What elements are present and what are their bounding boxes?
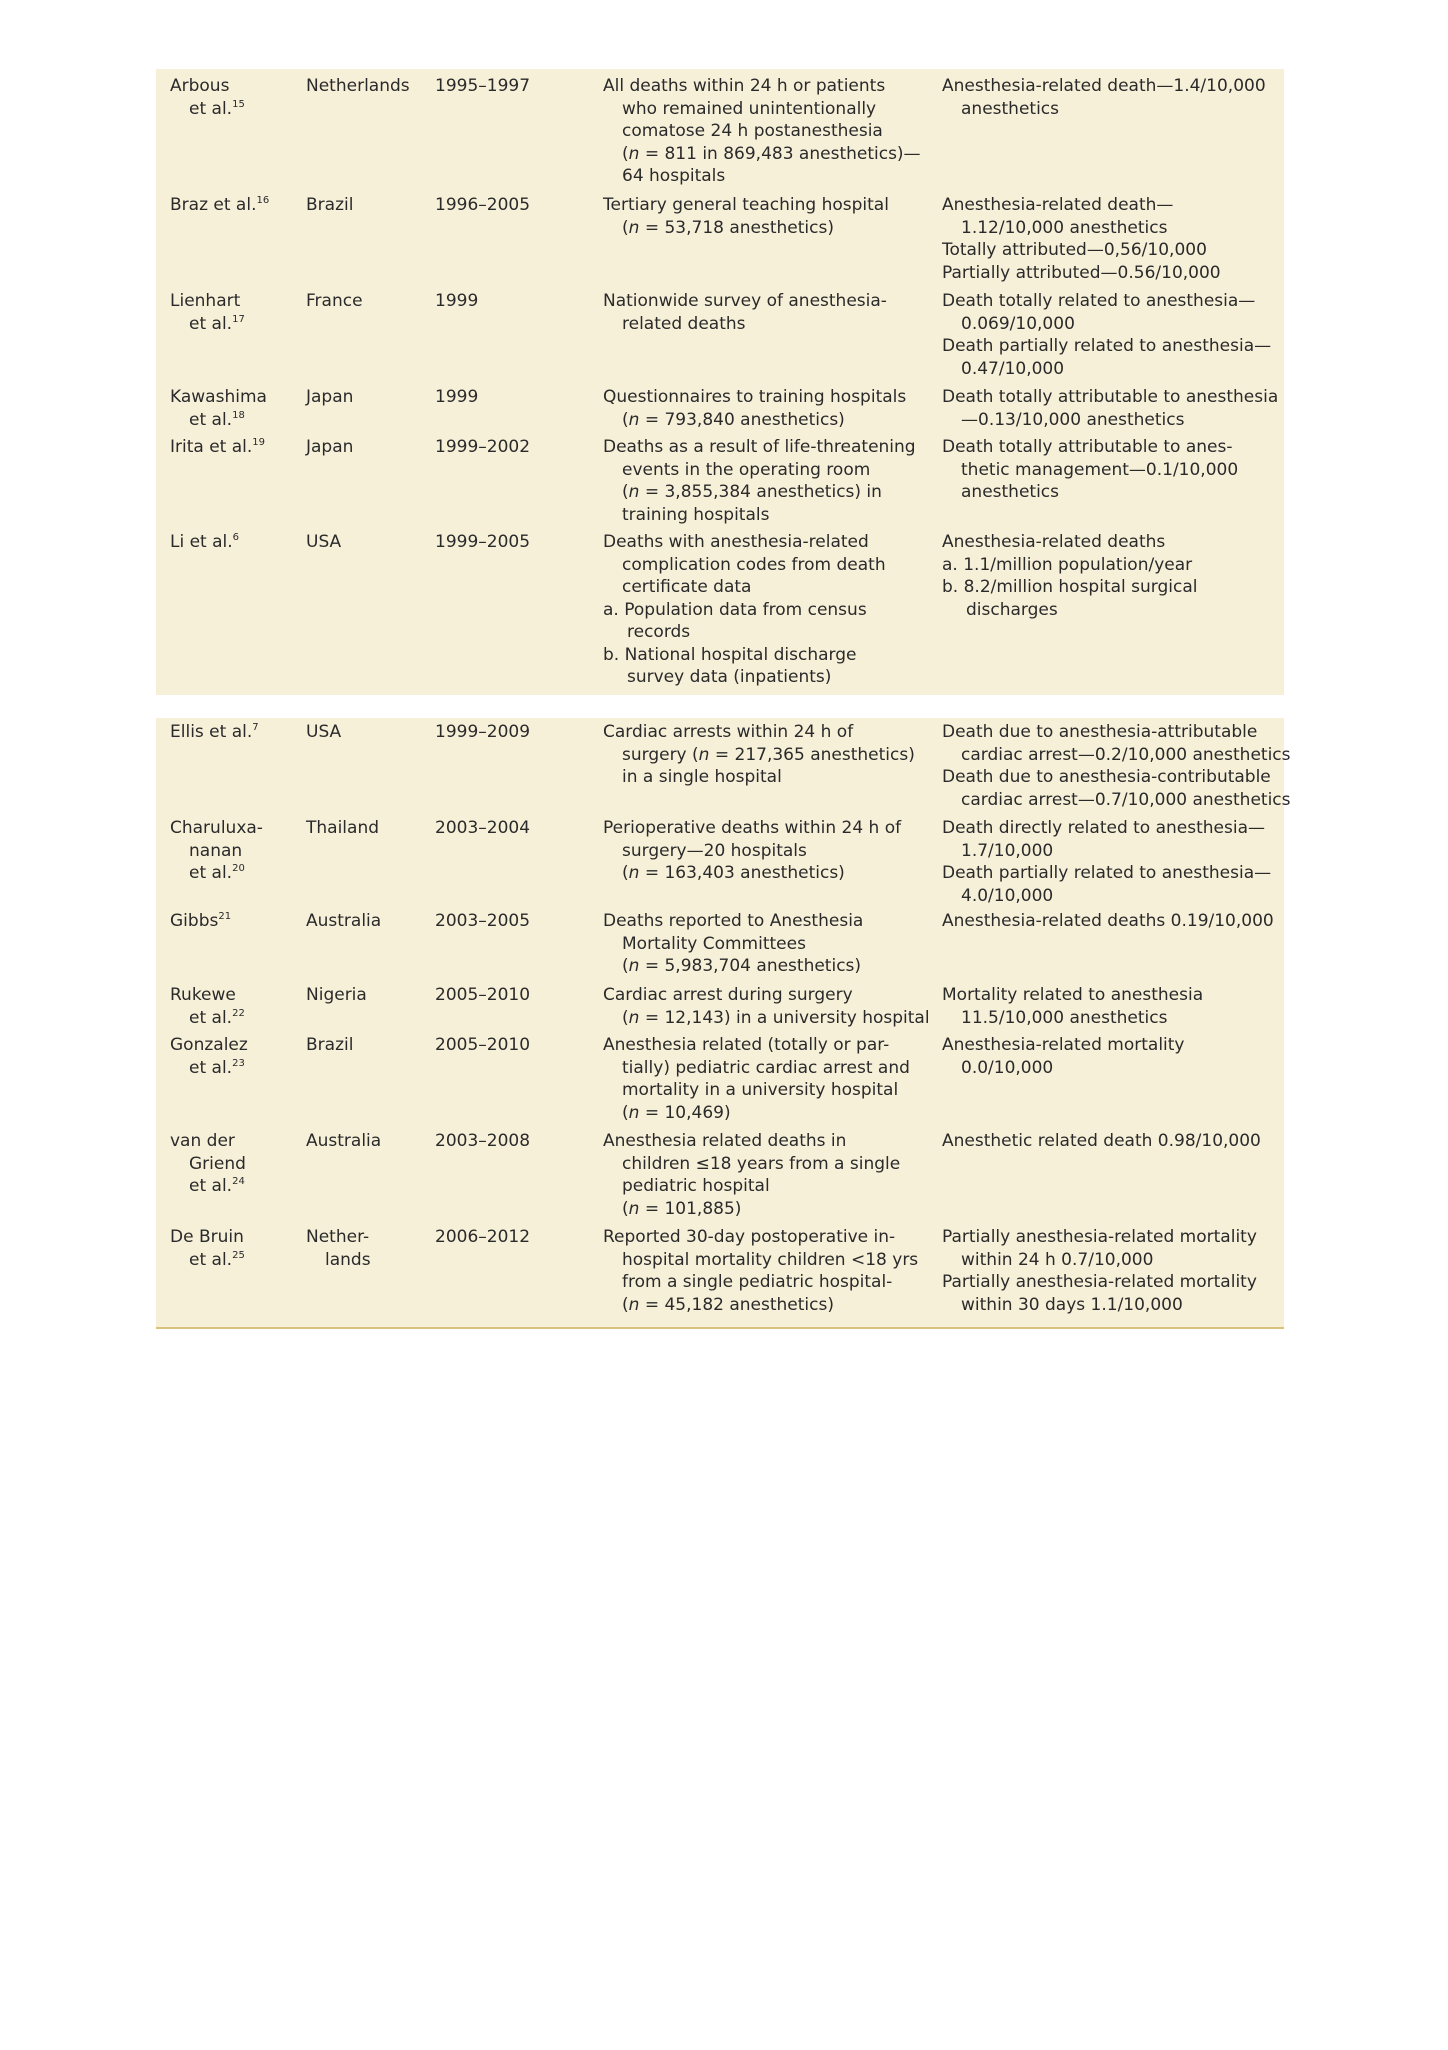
author-line: Gibbs$^{21}$: [170, 911, 232, 931]
country-cell: [306, 1226, 426, 1271]
description-line: children ≤18 years from a single: [622, 1153, 901, 1174]
author-line: van der: [170, 1131, 235, 1151]
country-line: lands: [325, 1249, 371, 1270]
results-line: —0.13/10,000 anesthetics: [961, 409, 1185, 430]
author-line: et al.$^{23}$: [189, 1057, 245, 1078]
description-line: a. Population data from census: [603, 599, 867, 620]
results-line: Anesthesia-related deaths 0.19/10,000: [942, 911, 1274, 931]
description-line: training hospitals: [622, 504, 770, 525]
years-text: 2003–2004: [435, 818, 531, 838]
years-text: 1999: [435, 291, 479, 311]
description-line: 64 hospitals: [622, 166, 726, 186]
country-cell: [306, 817, 426, 840]
results-line: Death totally related to anesthesia—: [942, 291, 1256, 311]
results-line: 0.069/10,000: [961, 313, 1075, 334]
results-line: Anesthesia-related mortality: [942, 1035, 1185, 1055]
description-line: tially) pediatric cardiac arrest and: [622, 1057, 910, 1078]
years-text: 2005–2010: [435, 985, 531, 1005]
results-cell: [942, 1034, 1282, 1079]
author-line: Irita et al.$^{19}$: [170, 437, 266, 457]
years-cell: [435, 984, 585, 1007]
description-line: hospital mortality children <18 yrs: [622, 1249, 919, 1270]
author-cell: [170, 194, 290, 217]
results-line: a. 1.1/million population/year: [942, 554, 1193, 575]
reference-number: 23: [232, 1057, 245, 1069]
author-line: et al.$^{25}$: [189, 1249, 245, 1270]
author-cell: [170, 386, 290, 431]
description-line: comatose 24 h postanesthesia: [622, 121, 883, 141]
results-line: 4.0/10,000: [961, 885, 1054, 906]
author-line: et al.$^{24}$: [189, 1176, 245, 1196]
author-line: Kawashima: [170, 387, 267, 407]
results-line: anesthetics: [961, 98, 1059, 119]
years-cell: [435, 1130, 585, 1153]
country-line: Australia: [306, 911, 382, 931]
results-line: Partially anesthesia-related mortality: [942, 1272, 1257, 1292]
results-line: Anesthesia-related deaths: [942, 532, 1166, 552]
years-text: 1995–1997: [435, 76, 531, 96]
reference-number: 22: [232, 1007, 245, 1019]
years-text: 1999: [435, 387, 479, 407]
results-line: Death partially related to anesthesia—: [942, 863, 1272, 883]
description-line: in a single hospital: [622, 767, 782, 787]
author-line: Rukewe: [170, 985, 236, 1005]
results-line: Mortality related to anesthesia: [942, 985, 1204, 1005]
results-line: Death due to anesthesia-attributable: [942, 722, 1258, 742]
country-cell: [306, 194, 426, 217]
description-line: Deaths with anesthesia-related: [603, 532, 869, 552]
description-line: certificate data: [622, 577, 752, 597]
country-line: Brazil: [306, 195, 354, 215]
years-cell: [435, 817, 585, 840]
results-line: 1.7/10,000: [961, 840, 1054, 861]
country-cell: [306, 436, 426, 459]
reference-number: 16: [256, 195, 270, 206]
description-cell: [603, 290, 928, 335]
description-line: Tertiary general teaching hospital: [603, 195, 889, 215]
results-line: thetic management—0.1/10,000: [961, 459, 1239, 480]
description-cell: [603, 194, 928, 239]
description-line: events in the operating room: [622, 459, 871, 480]
description-line: (n = 12,143) in a university hospital: [622, 1007, 930, 1028]
description-line: Perioperative deaths within 24 h of: [603, 818, 902, 838]
description-cell: [603, 531, 928, 689]
results-line: Death partially related to anesthesia—: [942, 336, 1272, 356]
reference-number: 24: [232, 1176, 245, 1187]
results-cell: [942, 910, 1282, 933]
results-line: discharges: [966, 599, 1058, 620]
author-line: De Bruin: [170, 1227, 244, 1247]
description-line: (n = 53,718 anesthetics): [622, 217, 834, 238]
description-line: Cardiac arrests within 24 h of: [603, 722, 854, 742]
years-cell: [435, 1226, 585, 1249]
country-cell: [306, 386, 426, 409]
results-cell: [942, 386, 1282, 431]
description-line: b. National hospital discharge: [603, 644, 857, 665]
results-line: Totally attributed—0,56/10,000: [942, 240, 1207, 260]
description-line: Mortality Committees: [622, 933, 806, 954]
years-text: 2003–2008: [435, 1131, 531, 1151]
country-cell: [306, 910, 426, 933]
results-line: 11.5/10,000 anesthetics: [961, 1007, 1168, 1028]
results-line: Death directly related to anesthesia—: [942, 818, 1266, 838]
description-line: (n = 10,469): [622, 1102, 731, 1123]
results-cell: [942, 817, 1282, 907]
author-line: Arbous: [170, 76, 230, 96]
years-cell: [435, 910, 585, 933]
results-line: cardiac arrest—0.2/10,000 anesthetics: [961, 744, 1291, 765]
description-cell: [603, 1130, 928, 1220]
description-cell: [603, 721, 928, 789]
author-line: et al.$^{15}$: [189, 98, 245, 119]
description-line: Nationwide survey of anesthesia-: [603, 291, 887, 311]
description-line: Deaths reported to Anesthesia: [603, 911, 864, 931]
description-line: Anesthesia related deaths in: [603, 1131, 847, 1151]
years-text: 1999–2002: [435, 437, 531, 457]
author-line: et al.$^{18}$: [189, 409, 245, 430]
results-line: within 30 days 1.1/10,000: [961, 1294, 1183, 1315]
results-cell: [942, 721, 1291, 811]
country-cell: [306, 984, 426, 1007]
reference-number: 6: [232, 532, 240, 543]
results-line: Partially attributed—0.56/10,000: [942, 262, 1221, 283]
years-cell: [435, 290, 585, 313]
description-line: All deaths within 24 h or patients: [603, 76, 886, 96]
description-line: surgery—20 hospitals: [622, 840, 807, 861]
results-cell: [942, 984, 1282, 1029]
author-cell: [170, 1130, 290, 1198]
results-line: within 24 h 0.7/10,000: [961, 1249, 1154, 1270]
author-line: Gonzalez: [170, 1035, 248, 1055]
results-line: Death totally attributable to anes-: [942, 437, 1233, 457]
country-cell: [306, 1034, 426, 1057]
description-line: (n = 5,983,704 anesthetics): [622, 956, 862, 976]
country-line: Nigeria: [306, 985, 367, 1005]
description-line: (n = 3,855,384 anesthetics) in: [622, 482, 882, 502]
country-cell: [306, 531, 426, 554]
description-cell: [603, 1226, 928, 1316]
description-line: Cardiac arrest during surgery: [603, 985, 853, 1005]
description-line: (n = 101,885): [622, 1198, 742, 1219]
reference-number: 25: [232, 1249, 245, 1261]
reference-number: 19: [252, 437, 266, 448]
description-line: records: [627, 622, 691, 642]
description-line: mortality in a university hospital: [622, 1080, 899, 1100]
author-cell: [170, 1226, 290, 1271]
table-block-bottom: [156, 718, 1291, 1329]
description-cell: [603, 75, 928, 188]
description-line: Anesthesia related (totally or par-: [603, 1035, 890, 1055]
country-cell: [306, 721, 426, 744]
author-cell: [170, 290, 290, 335]
description-line: survey data (inpatients): [627, 667, 832, 687]
results-cell: [942, 1226, 1282, 1316]
country-line: Netherlands: [306, 76, 410, 96]
author-line: Braz et al.$^{16}$: [170, 195, 270, 215]
results-line: cardiac arrest—0.7/10,000 anesthetics: [961, 789, 1291, 810]
results-line: anesthetics: [961, 482, 1059, 502]
years-text: 1999–2009: [435, 722, 531, 742]
results-cell: [942, 194, 1282, 284]
years-cell: [435, 194, 585, 217]
description-line: (n = 811 in 869,483 anesthetics)—: [622, 143, 921, 164]
author-line: et al.$^{17}$: [189, 313, 245, 334]
reference-number: 21: [218, 911, 232, 922]
description-line: Questionnaires to training hospitals: [603, 387, 907, 407]
country-line: USA: [306, 532, 342, 552]
author-cell: [170, 75, 290, 120]
author-line: nanan: [189, 840, 243, 861]
description-line: (n = 163,403 anesthetics): [622, 863, 845, 883]
years-text: 2005–2010: [435, 1035, 531, 1055]
results-line: 0.47/10,000: [961, 358, 1065, 379]
author-cell: [170, 721, 290, 744]
author-cell: [170, 984, 290, 1029]
years-cell: [435, 531, 585, 554]
description-cell: [603, 910, 928, 978]
author-cell: [170, 817, 290, 885]
reference-number: 20: [232, 863, 245, 874]
results-cell: [942, 1130, 1282, 1153]
results-line: Death due to anesthesia-contributable: [942, 767, 1271, 787]
author-line: et al.$^{22}$: [189, 1007, 245, 1028]
country-line: Nether-: [306, 1227, 370, 1247]
description-cell: [603, 1034, 928, 1124]
results-line: Death totally attributable to anesthesia: [942, 387, 1279, 407]
author-line: et al.$^{20}$: [189, 863, 245, 883]
description-line: related deaths: [622, 313, 746, 334]
results-line: b. 8.2/million hospital surgical: [942, 577, 1198, 597]
reference-number: 18: [232, 409, 245, 421]
results-line: 0.0/10,000: [961, 1057, 1054, 1078]
author-line: Charuluxa-: [170, 818, 263, 838]
country-cell: [306, 290, 426, 313]
author-cell: [170, 910, 290, 933]
results-line: Anesthesia-related death—: [942, 195, 1174, 215]
country-cell: [306, 75, 426, 98]
results-line: Anesthesia-related death—1.4/10,000: [942, 76, 1266, 96]
years-cell: [435, 75, 585, 98]
description-line: complication codes from death: [622, 554, 886, 575]
author-cell: [170, 531, 290, 554]
country-line: Brazil: [306, 1035, 354, 1055]
description-line: Reported 30-day postoperative in-: [603, 1227, 896, 1247]
description-line: Deaths as a result of life-threatening: [603, 437, 916, 457]
table-block-top: [156, 69, 1284, 695]
results-line: Anesthetic related death 0.98/10,000: [942, 1131, 1261, 1151]
results-cell: [942, 531, 1282, 621]
years-text: 1999–2005: [435, 532, 531, 552]
description-line: who remained unintentionally: [622, 98, 877, 119]
description-cell: [603, 436, 928, 526]
years-cell: [435, 436, 585, 459]
country-line: USA: [306, 722, 342, 742]
years-text: 1996–2005: [435, 195, 531, 215]
author-cell: [170, 436, 290, 459]
description-cell: [603, 817, 928, 885]
country-line: Australia: [306, 1131, 382, 1151]
reference-number: 15: [232, 98, 245, 110]
country-line: Thailand: [306, 818, 380, 838]
results-line: Partially anesthesia-related mortality: [942, 1227, 1257, 1247]
country-cell: [306, 1130, 426, 1153]
description-line: (n = 793,840 anesthetics): [622, 409, 845, 430]
author-line: Li et al.$^6$: [170, 532, 240, 552]
results-line: 1.12/10,000 anesthetics: [961, 217, 1168, 238]
description-line: (n = 45,182 anesthetics): [622, 1294, 834, 1315]
years-cell: [435, 1034, 585, 1057]
country-line: Japan: [306, 437, 354, 457]
description-line: surgery (n = 217,365 anesthetics): [622, 744, 915, 765]
years-cell: [435, 721, 585, 744]
author-line: Griend: [189, 1153, 246, 1174]
country-line: France: [306, 291, 363, 311]
results-cell: [942, 290, 1282, 380]
author-cell: [170, 1034, 290, 1079]
years-cell: [435, 386, 585, 409]
reference-number: 7: [252, 722, 259, 733]
results-cell: [942, 75, 1282, 120]
years-text: 2006–2012: [435, 1227, 531, 1247]
description-cell: [603, 984, 928, 1029]
description-line: from a single pediatric hospital-: [622, 1272, 893, 1292]
reference-number: 17: [232, 313, 245, 325]
country-line: Japan: [306, 387, 354, 407]
results-cell: [942, 436, 1282, 504]
author-line: Lienhart: [170, 291, 241, 311]
description-cell: [603, 386, 928, 431]
author-line: Ellis et al.$^7$: [170, 722, 259, 742]
years-text: 2003–2005: [435, 911, 531, 931]
description-line: pediatric hospital: [622, 1176, 770, 1196]
